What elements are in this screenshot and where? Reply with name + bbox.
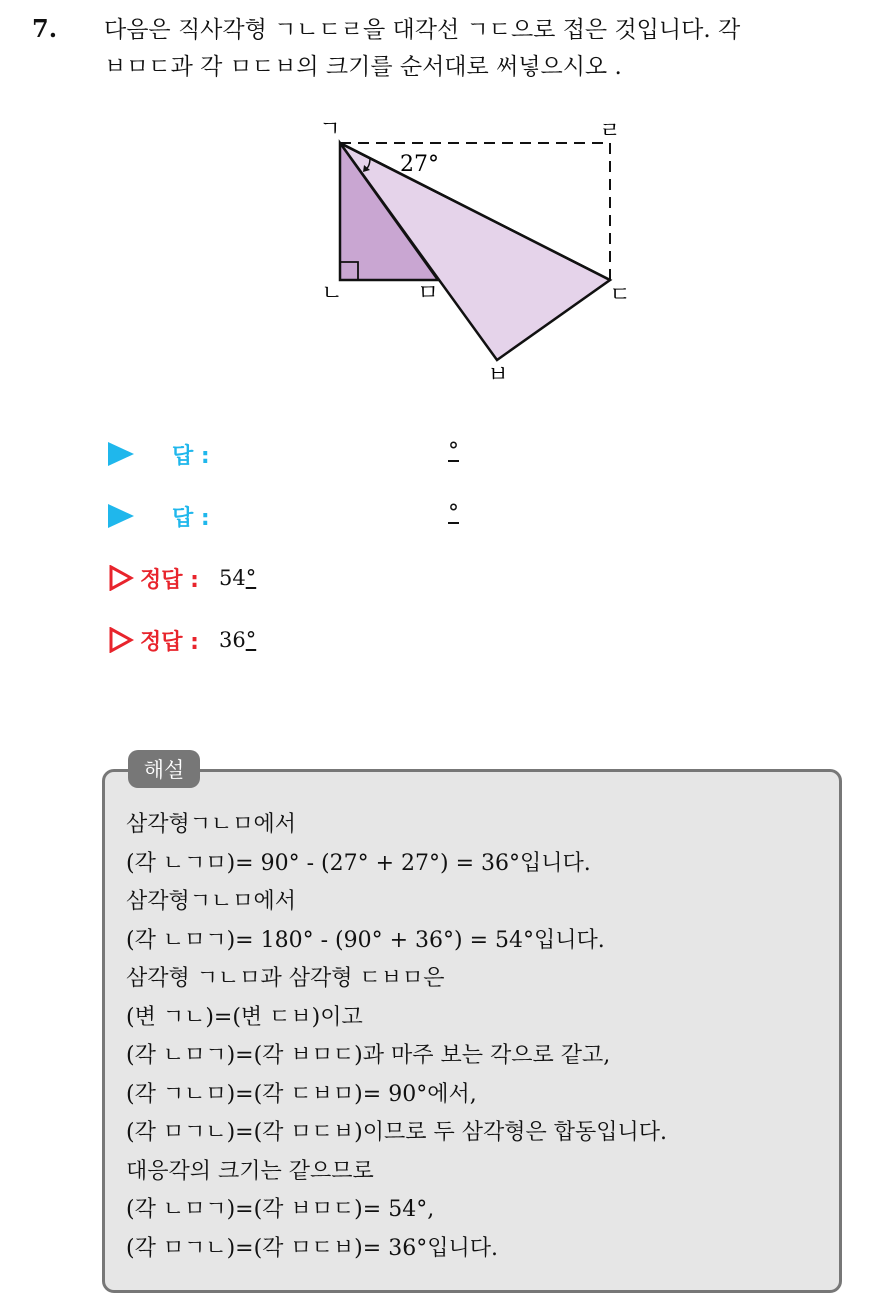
correct-label: 정답 : [140, 567, 199, 593]
explanation-line: 대응각의 크기는 같으므로 [126, 1158, 374, 1184]
explanation-line: (각 ㄱㄴㅁ)=(각 ㄷㅂㅁ)= 90°에서, [126, 1081, 477, 1107]
explanation-line: 삼각형ㄱㄴㅁ에서 [126, 812, 297, 837]
play-arrow-icon [108, 504, 134, 528]
explanation-line: 삼각형ㄱㄴㅁ에서 [126, 889, 297, 914]
play-arrow-icon [108, 442, 134, 466]
question-text [104, 12, 874, 86]
explanation-line: (각 ㄴㅁㄱ)=(각 ㅂㅁㄷ)과 마주 보는 각으로 같고, [126, 1043, 611, 1068]
explanation-text [126, 806, 667, 1268]
label-m: ㅁ [417, 281, 439, 306]
answer-row-2 [108, 499, 210, 533]
explanation-line: 삼각형 ㄱㄴㅁ과 삼각형 ㄷㅂㅁ은 [126, 966, 445, 991]
explanation-line: (변 ㄱㄴ)=(변 ㄷㅂ)이고 [126, 1004, 363, 1030]
explanation-line: (각 ㄴㄱㅁ)= 90° - (27° + 27°) = 36°입니다. [126, 850, 591, 876]
answer-label: 답 : [172, 505, 210, 531]
question-line-2: ㅂㅁㄷ과 각 ㅁㄷㅂ의 크기를 순서대로 써넣으시오 . [104, 54, 622, 80]
answer-blank-1[interactable]: ° [448, 439, 459, 464]
label-n: ㄴ [321, 281, 343, 306]
answer-label: 답 : [172, 443, 210, 469]
folded-rectangle-figure [290, 110, 650, 400]
correct-row-2 [108, 622, 256, 658]
explanation-line: (각 ㅁㄱㄴ)=(각 ㅁㄷㅂ)= 36°입니다. [126, 1235, 498, 1261]
correct-row-1 [108, 560, 256, 596]
label-r: ㄹ [599, 119, 621, 144]
angle-label: 27° [400, 152, 439, 177]
correct-label: 정답 : [140, 629, 199, 655]
label-d: ㄷ [609, 283, 631, 308]
correct-value: 54° [218, 566, 257, 590]
label-g: ㄱ [319, 117, 341, 142]
explanation-line: (각 ㅁㄱㄴ)=(각 ㅁㄷㅂ)이므로 두 삼각형은 합동입니다. [126, 1120, 668, 1145]
question-line-1: 다음은 직사각형 ㄱㄴㄷㄹ을 대각선 ㄱㄷ으로 접은 것입니다. 각 [104, 17, 741, 43]
outline-arrow-icon [108, 627, 134, 653]
correct-value: 36° [218, 628, 257, 652]
explanation-line: (각 ㄴㅁㄱ)= 180° - (90° + 36°) = 54°입니다. [126, 927, 605, 953]
explanation-line: (각 ㄴㅁㄱ)=(각 ㅂㅁㄷ)= 54°, [126, 1197, 435, 1222]
label-b: ㅂ [487, 363, 509, 388]
answer-row-1 [108, 437, 210, 471]
answer-blank-2[interactable]: ° [448, 501, 459, 526]
question-number: 7. [32, 14, 58, 43]
explanation-tab: 해설 [128, 750, 200, 788]
outline-arrow-icon [108, 565, 134, 591]
